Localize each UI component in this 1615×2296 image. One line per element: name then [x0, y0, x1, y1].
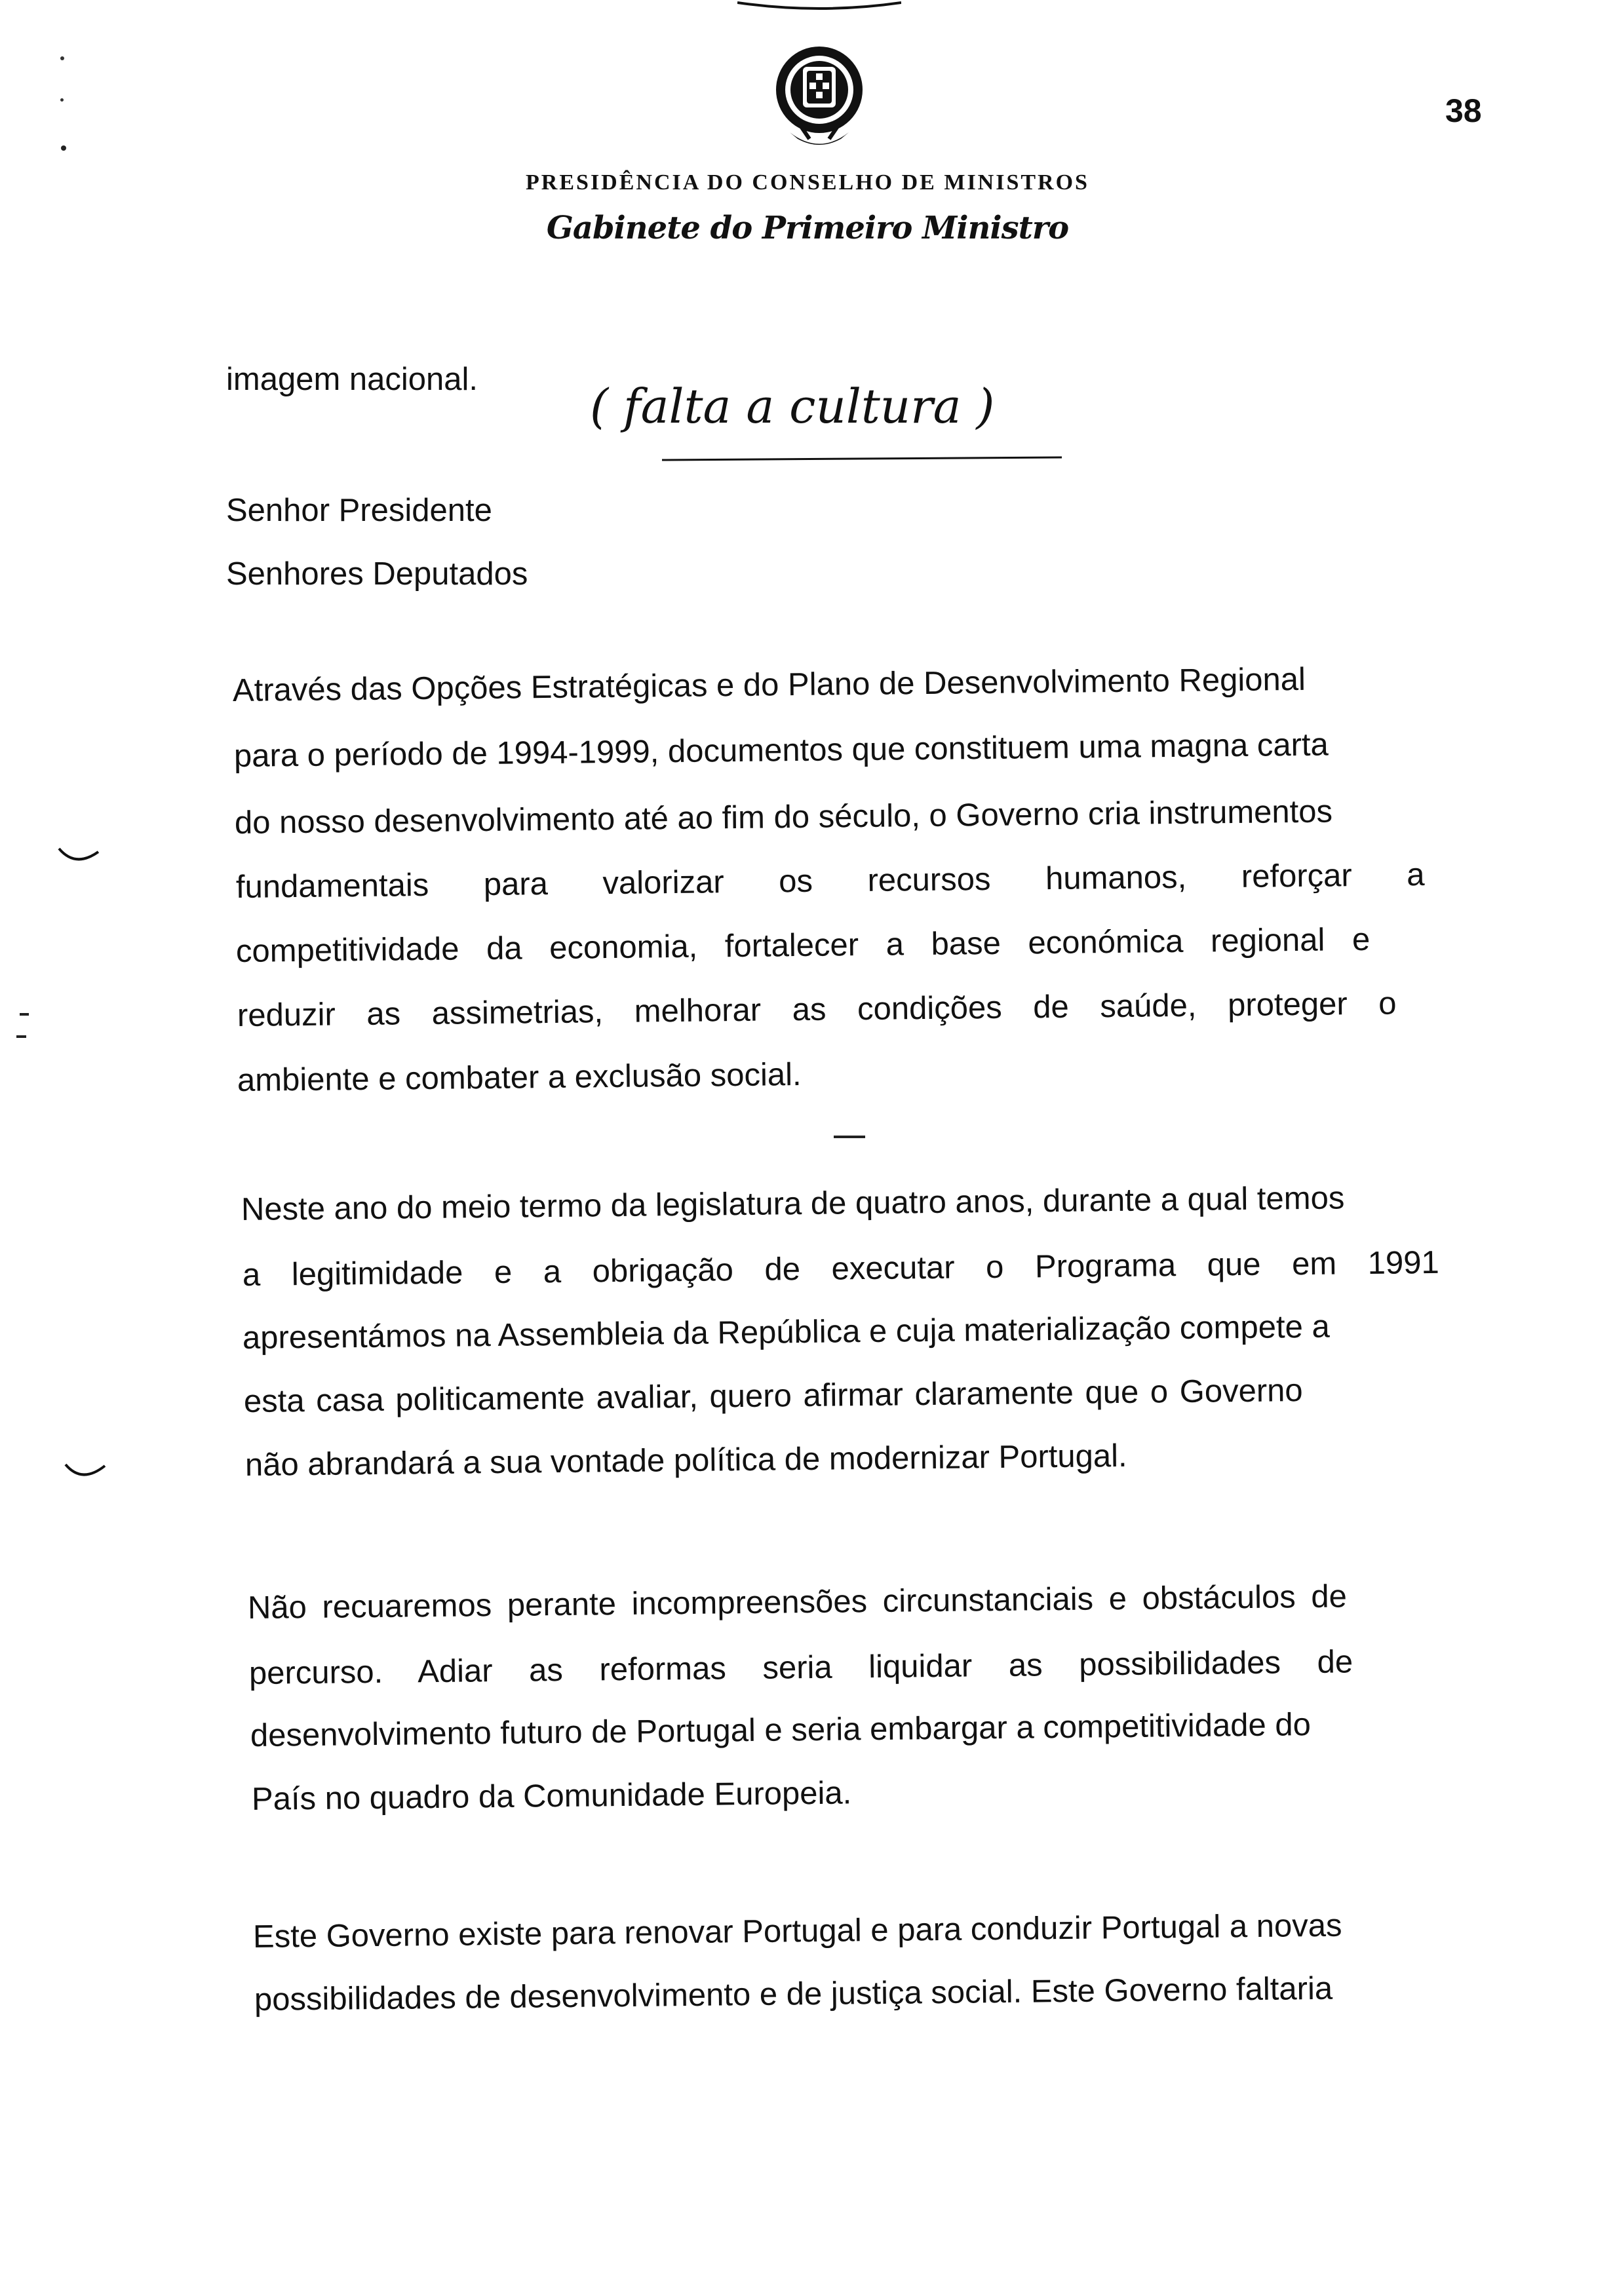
handwritten-note — [577, 360, 1075, 478]
p2-line: apresentámos na Assembleia da República e cuja materialização compete a — [242, 1309, 1330, 1356]
underline-dash — [834, 1136, 865, 1138]
p1-line: para o período de 1994-1999, documentos que constituem uma magna carta — [233, 727, 1329, 774]
margin-speck — [61, 145, 66, 151]
margin-speck — [60, 98, 64, 102]
p2-line: não abrandará a sua vontade política de modernizar Portugal. — [244, 1438, 1127, 1483]
p3-line: País no quadro da Comunidade Europeia. — [251, 1775, 852, 1817]
office-title: PRESIDÊNCIA DO CONSELHO DE MINISTROS — [526, 170, 1089, 195]
p1-line: competitividade da economia, fortalecer a base económica regional e — [235, 921, 1371, 969]
p1-line: fundamentais para valorizar os recursos humanos, reforçar a — [235, 857, 1425, 905]
p1-line: do nosso desenvolvimento até ao fim do século, o Governo cria instrumentos — [234, 794, 1333, 841]
greeting-line: Senhores Deputados — [226, 556, 528, 592]
text-line: imagem nacional. — [226, 362, 478, 397]
p2-line: a legitimidade e a obrigação de executar o Programa que em 1991 — [242, 1244, 1440, 1293]
handwritten-note-text: ( falta a cultura ) — [590, 379, 995, 434]
p3-line: percurso. Adiar as reformas seria liquidar as possibilidades de — [248, 1644, 1353, 1691]
p3-line: desenvolvimento futuro de Portugal e seria embargar a competitividade do — [250, 1707, 1312, 1753]
p2-line: Neste ano do meio termo da legislatura de quatro anos, durante a qual temos — [241, 1180, 1345, 1227]
office-subtitle: Gabinete do Primeiro Ministro — [546, 210, 1069, 246]
greeting-line: Senhor Presidente — [226, 493, 492, 528]
p3-line: Não recuaremos perante incompreensões circunstanciais e obstáculos de — [247, 1578, 1348, 1626]
margin-dash-mark — [13, 1009, 39, 1042]
p1-line: Através das Opções Estratégicas e do Plano de Desenvolvimento Regional — [232, 661, 1306, 708]
portuguese-coat-of-arms-icon — [764, 41, 875, 159]
p4-line: possibilidades de desenvolvimento e de justiça social. Este Governo faltaria — [254, 1970, 1333, 2018]
margin-check-mark — [56, 842, 102, 868]
page-number: 38 — [1445, 92, 1482, 129]
margin-check-mark — [62, 1458, 108, 1484]
p1-line: ambiente e combater a exclusão social. — [237, 1056, 802, 1098]
top-rule — [737, 0, 901, 12]
margin-speck — [60, 56, 64, 60]
p4-line: Este Governo existe para renovar Portugal e para conduzir Portugal a novas — [252, 1907, 1342, 1955]
p1-line: reduzir as assimetrias, melhorar as condições de saúde, proteger o — [237, 985, 1397, 1033]
p2-line: esta casa politicamente avaliar, quero afirmar claramente que o Governo — [243, 1373, 1303, 1419]
